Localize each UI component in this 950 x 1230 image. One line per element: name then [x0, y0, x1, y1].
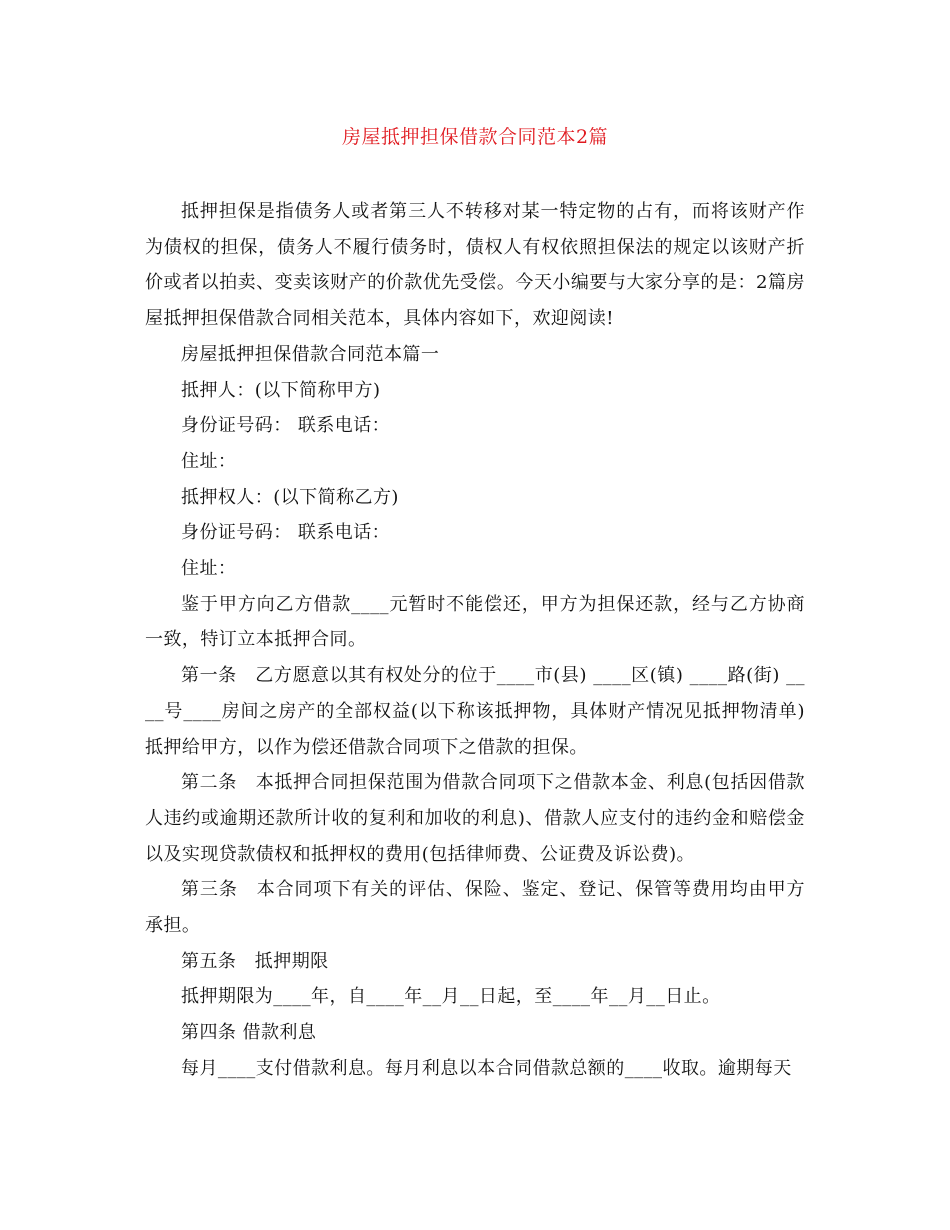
mortgagee-id-phone-line: 身份证号码： 联系电话： — [181, 522, 391, 544]
section-heading: 房屋抵押担保借款合同范本篇一 — [181, 343, 440, 365]
article-1: 第一条 乙方愿意以其有权处分的位于____市(县) ____区(镇) ____路(街) ____号____房间之房产的全部权益(以下称该抵押物，具体财产情况见抵押物清单)抵押给甲方，以作为偿还借款合同项下之借款的担保。 — [145, 665, 805, 758]
mortgagor-address-line: 住址： — [181, 450, 237, 472]
article-2: 第二条 本抵押合同担保范围为借款合同项下之借款本金、利息(包括因借款人违约或逾期还款所计收的复利和加收的利息)、借款人应支付的违约金和赔偿金以及实现贷款债权和抵押权的费用(包括律师费、公证费及诉讼费)。 — [145, 772, 805, 865]
document-body — [145, 194, 805, 1087]
article-4-heading: 第四条 借款利息 — [181, 1022, 317, 1044]
preamble-paragraph: 鉴于甲方向乙方借款____元暂时不能偿还，甲方为担保还款，经与乙方协商一致，特订立本抵押合同。 — [145, 593, 805, 651]
mortgagor-id-phone-line: 身份证号码： 联系电话： — [181, 415, 391, 437]
mortgagee-address-line: 住址： — [181, 558, 237, 580]
mortgagor-line: 抵押人：(以下简称甲方) — [181, 379, 381, 401]
document-title: 房屋抵押担保借款合同范本2篇 — [341, 126, 609, 148]
interest-line: 每月____支付借款利息。每月利息以本合同借款总额的____收取。逾期每天 — [181, 1057, 792, 1079]
mortgagee-line: 抵押权人：(以下简称乙方) — [181, 486, 399, 508]
intro-paragraph: 抵押担保是指债务人或者第三人不转移对某一特定物的占有，而将该财产作为债权的担保，债务人不履行债务时，债权人有权依照担保法的规定以该财产折价或者以拍卖、变卖该财产的价款优先受偿。今天小编要与大家分享的是：2篇房屋抵押担保借款合同相关范本，具体内容如下，欢迎阅读! — [145, 201, 805, 330]
mortgage-term-line: 抵押期限为____年，自____年__月__日起，至____年__月__日止。 — [181, 986, 721, 1008]
article-5-heading: 第五条 抵押期限 — [181, 950, 329, 972]
article-3: 第三条 本合同项下有关的评估、保险、鉴定、登记、保管等费用均由甲方承担。 — [145, 879, 805, 937]
